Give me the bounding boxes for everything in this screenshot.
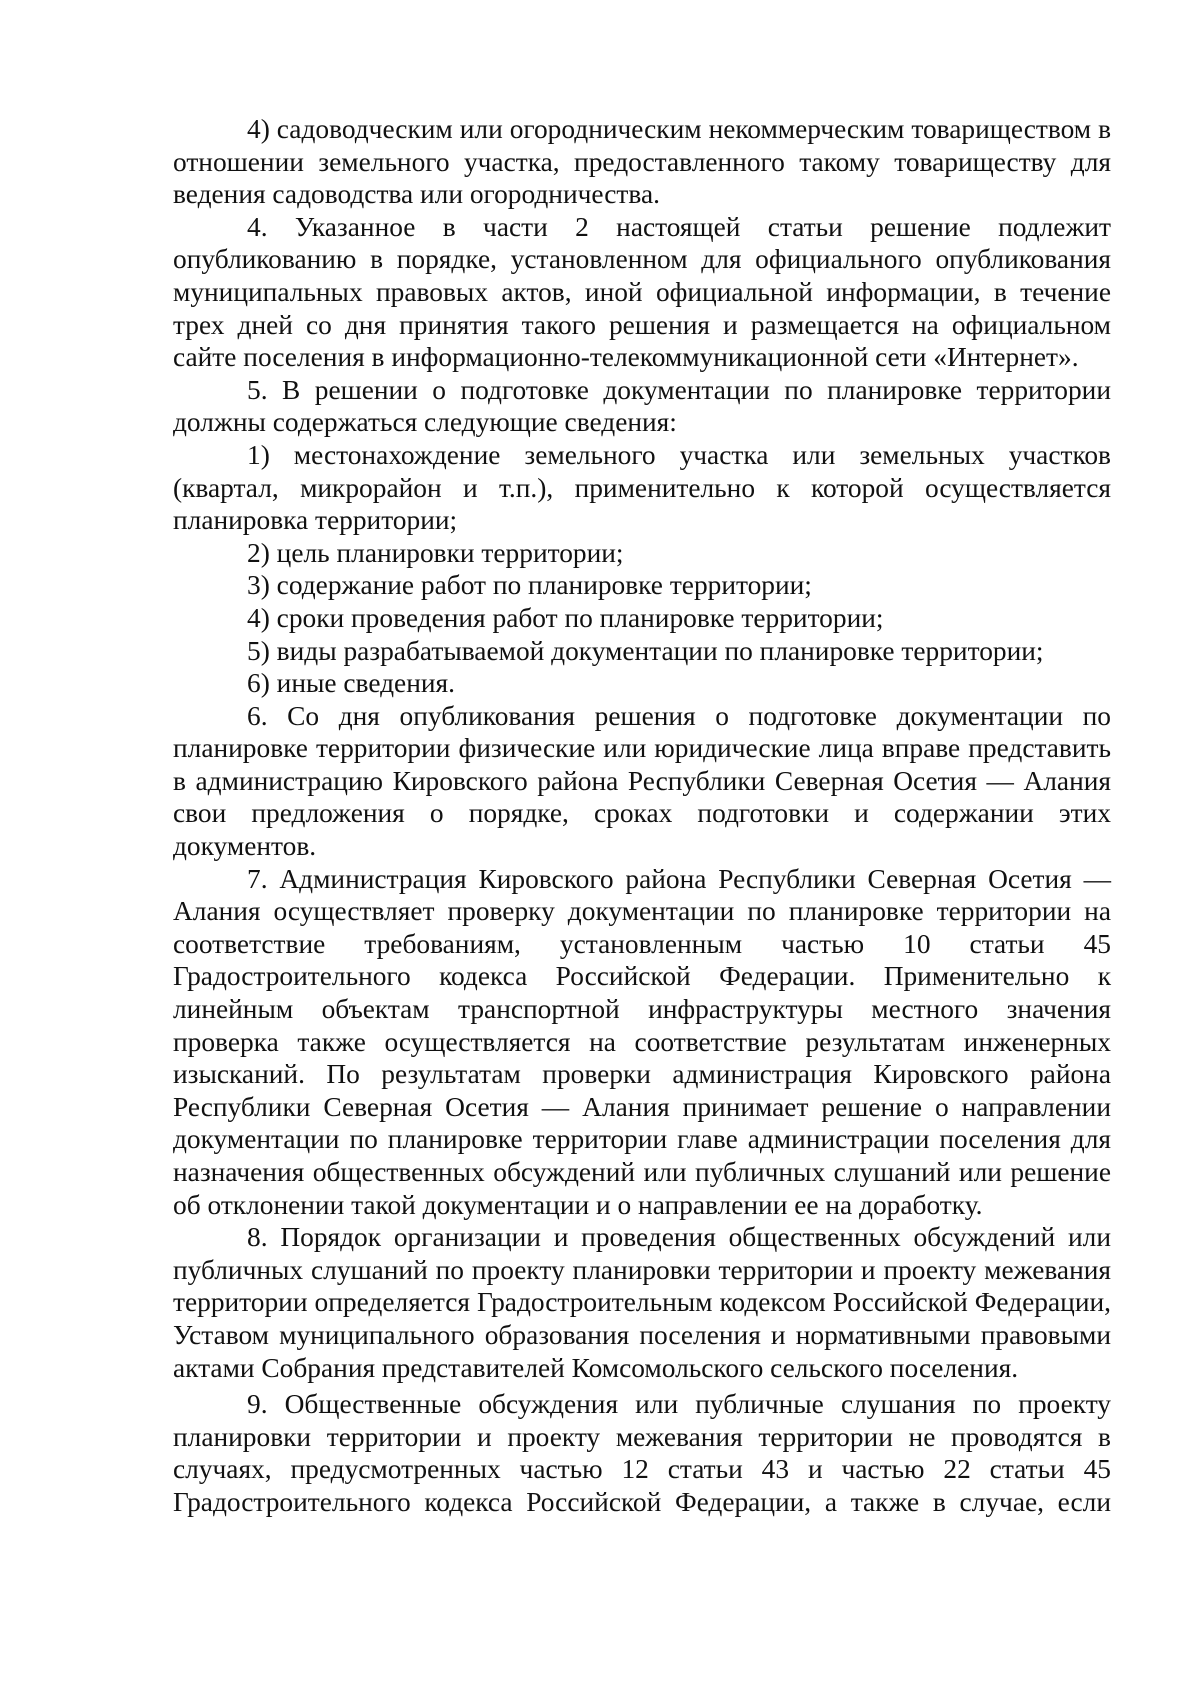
paragraph-7-verification: 7. Администрация Кировского района Республики Северная Осетия — Алания осуществляет проверку документации по планировке территории на соответствие требованиям, установленным частью 10 статьи 45 Градостроительного кодекса Российской Федерации. Применительно к линейным объектам транспортной инфраструктуры местного значения проверка также осуществляется на соответствие результатам инженерных изысканий. По результатам проверки администрация Кировского района Республики Северная Осетия — Алания принимает решение о направлении документации по планировке территории главе администрации поселения для назначения общественных обсуждений или публичных слушаний или решение об отклонении такой документации и о направлении ее на доработку.: [173, 863, 1111, 1220]
paragraph-6-proposals: 6. Со дня опубликования решения о подготовке документации по планировке территории физические или юридические лица вправе представить в администрацию Кировского района Республики Северная Осетия — Алания свои предложения о порядке, сроках подготовки и содержании этих документов.: [173, 700, 1111, 862]
list-item-work-content: 3) содержание работ по планировке территории;: [247, 570, 812, 601]
list-item-deadlines: 4) сроки проведения работ по планировке территории;: [247, 602, 884, 633]
paragraph-5-decision-contents: 5. В решении о подготовке документации по планировке территории должны содержаться следующие сведения:: [173, 374, 1111, 438]
list-item-purpose: 2) цель планировки территории;: [247, 537, 624, 568]
list-item-other-info: 6) иные сведения.: [247, 668, 455, 699]
document-page: [173, 113, 1111, 1519]
paragraph-item-4-gardening: 4) садоводческим или огородническим некоммерческим товариществом в отношении земельного участка, предоставленного такому товариществу для ведения садоводства или огородничества.: [173, 114, 1111, 210]
paragraph-9-exceptions: 9. Общественные обсуждения или публичные слушания по проекту планировки территории и проекту межевания территории не проводятся в случаях, предусмотренных частью 12 статьи 43 и частью 22 статьи 45 Градостроительного кодекса Российской Федерации, а также в случае, если: [173, 1389, 1111, 1517]
list-item-documentation-types: 5) виды разрабатываемой документации по планировке территории;: [247, 635, 1044, 666]
paragraph-8-hearings-procedure: 8. Порядок организации и проведения общественных обсуждений или публичных слушаний по проекту планировки территории и проекту межевания территории определяется Градостроительным кодексом Российской Федерации, Уставом муниципального образования поселения и нормативными правовыми актами Собрания представителей Комсомольского сельского поселения.: [173, 1222, 1111, 1383]
paragraph-4-publication: 4. Указанное в части 2 настоящей статьи решение подлежит опубликованию в порядке, установленном для официального опубликования муниципальных правовых актов, иной официальной информации, в течение трех дней со дня принятия такого решения и размещается на официальном сайте поселения в информационно-телекоммуникационной сети «Интернет».: [173, 211, 1111, 373]
list-item-location: 1) местонахождение земельного участка или земельных участков (квартал, микрорайон и т.п.), применительно к которой осуществляется планировка территории;: [173, 439, 1111, 536]
